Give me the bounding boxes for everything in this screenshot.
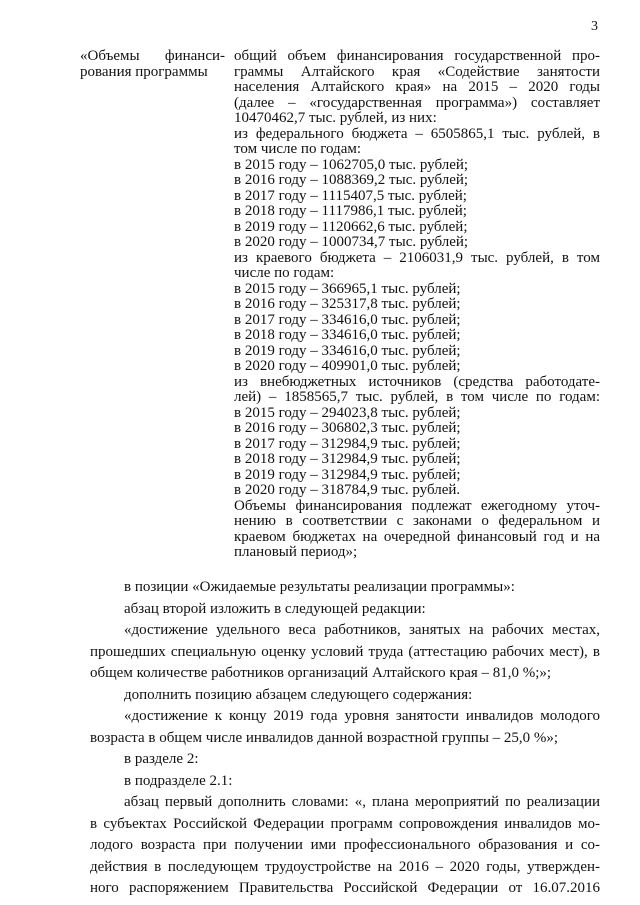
right-cell-line: в 2020 году – 318784,9 тыс. рублей. [234,482,461,498]
body-line: «достижение удельного веса работников, занятых на рабочих местах, [124,622,600,638]
table-left-cell [80,49,225,80]
body-line: прошедших специальную оценку условий труда (аттестацию рабочих мест), в [90,643,600,660]
body-line: в подразделе 2.1: [124,772,233,789]
right-cell-line: в 2018 году – 1117986,1 тыс. рублей; [234,203,467,219]
right-cell-line: общий объем финансирования государственной про- [234,48,600,64]
right-cell-line: из краевого бюджета – 2106031,9 тыс. рублей, в том [234,249,600,266]
right-cell-line: в 2016 году – 1088369,2 тыс. рублей; [234,172,469,188]
right-cell-line: в 2015 году – 366965,1 тыс. рублей; [234,280,461,297]
right-cell-line: граммы Алтайского края «Содействие занятости [234,63,600,80]
document-body [90,577,600,900]
body-line: абзац первый дополнить словами: «, плана мероприятий по реализации [124,794,600,810]
right-cell-line: в 2017 году – 312984,9 тыс. рублей; [234,435,461,452]
left-cell-line: «Объемы финанси- [80,48,225,64]
right-cell-line: числе по годам: [234,265,335,281]
right-cell-line: нению в соответствии с законами о федеральном и [234,513,600,529]
body-line: в позиции «Ожидаемые результаты реализации программы»: [124,579,515,595]
right-cell-line: из федерального бюджета – 6505865,1 тыс. рублей, в [234,125,600,142]
right-cell-line: в 2018 году – 334616,0 тыс. рублей; [234,327,461,343]
right-cell-line: в 2020 году – 1000734,7 тыс. рублей; [234,234,469,250]
right-cell-line: Объемы финансирования подлежат ежегодному уточ- [234,497,600,514]
body-line: в субъектах Российской Федерации программ сопровождения инвалидов мо- [90,815,600,832]
right-cell-line: из внебюджетных источников (средства работодате- [234,373,600,390]
right-cell-line: в 2018 году – 312984,9 тыс. рублей; [234,451,461,467]
body-line: дополнить позицию абзацем следующего содержания: [124,686,473,703]
body-line: абзац второй изложить в следующей редакции: [124,600,426,617]
body-line: ного распоряжением Правительства Российской Федерации от 16.07.2016 [90,880,600,896]
right-cell-line: том числе по годам: [234,141,362,157]
body-line: общем количестве работников организаций Алтайского края – 81,0 %;»; [90,665,552,681]
right-cell-line: в 2019 году – 312984,9 тыс. рублей; [234,466,461,483]
body-line: «достижение к концу 2019 года уровня занятости инвалидов молодого [124,708,600,724]
right-cell-line: лей) – 1858565,7 тыс. рублей, в том числе по годам: [234,389,600,405]
right-cell-line: в 2015 году – 294023,8 тыс. рублей; [234,404,461,421]
right-cell-line: в 2020 году – 409901,0 тыс. рублей; [234,358,461,374]
right-cell-line: в 2019 году – 334616,0 тыс. рублей; [234,342,461,359]
left-cell-line: рования программы [80,63,208,80]
right-cell-line: 10470462,7 тыс. рублей, из них: [234,110,437,126]
right-cell-line: в 2017 году – 1115407,5 тыс. рублей; [234,187,467,204]
right-cell-line: (далее – «государственная программа») составляет [234,94,600,111]
body-line: действия в последующем трудоустройстве на 2016 – 2020 годы, утвержден- [90,858,600,875]
right-cell-line: краевом бюджетах на очередной финансовый год и на [234,528,600,545]
right-cell-line: в 2017 году – 334616,0 тыс. рублей; [234,311,461,328]
right-cell-line: плановый период»; [234,544,358,560]
right-cell-line: населения Алтайского края» на 2015 – 2020 годы [234,79,600,95]
right-cell-line: в 2016 году – 306802,3 тыс. рублей; [234,420,461,436]
page-number: 3 [591,19,598,34]
right-cell-line: в 2019 году – 1120662,6 тыс. рублей; [234,218,468,235]
body-line: возраста в общем числе инвалидов данной возрастной группы – 25,0 %»; [90,729,559,746]
table-right-cell [234,49,600,561]
body-line: в разделе 2: [124,751,199,767]
right-cell-line: в 2015 году – 1062705,0 тыс. рублей; [234,156,469,173]
body-line: лодого возраста при получении ими профессионального образования и со- [90,837,600,853]
right-cell-line: в 2016 году – 325317,8 тыс. рублей; [234,296,461,312]
